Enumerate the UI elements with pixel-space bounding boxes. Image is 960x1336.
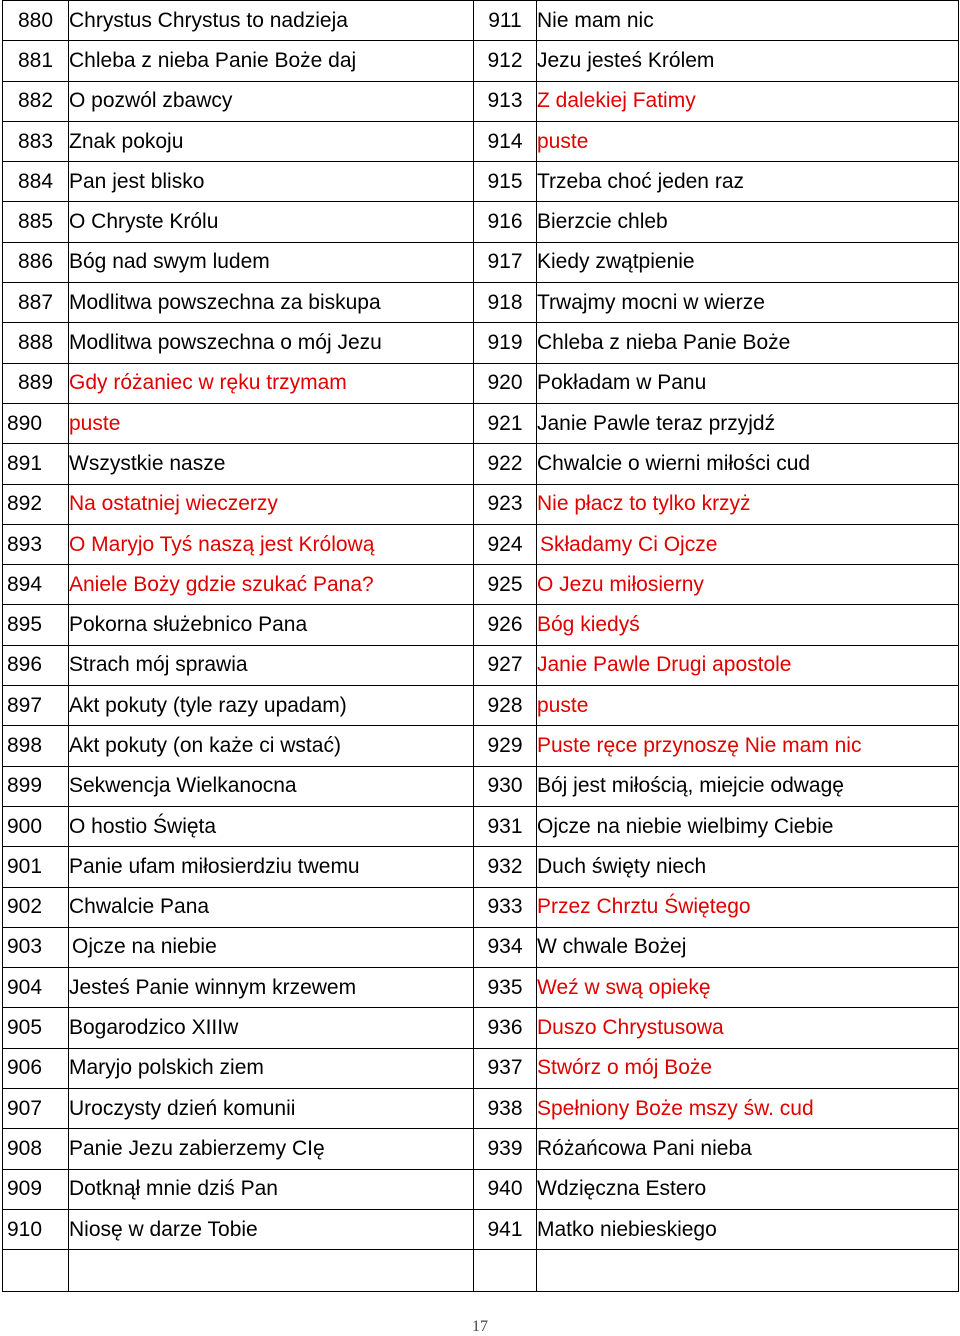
table-row [3,968,959,1008]
song-number-right: 937 [474,1048,537,1088]
song-title-right: puste [537,686,959,726]
song-number-left: 892 [3,484,69,524]
song-title-right: Duch święty niech [537,847,959,887]
song-title-right: Stwórz o mój Boże [537,1048,959,1088]
song-title-right: Ojcze na niebie wielbimy Ciebie [537,806,959,846]
song-number-right: 935 [474,968,537,1008]
song-title-right: Przez Chrztu Świętego [537,887,959,927]
song-title-left: Niosę w darze Tobie [69,1209,474,1249]
table-row [3,202,959,242]
table-row [3,1089,959,1129]
song-title-left: O Maryjo Tyś naszą jest Królową [69,524,474,564]
song-number-left: 881 [3,41,69,81]
song-number-right: 917 [474,242,537,282]
song-number-right: 922 [474,444,537,484]
song-number-right: 915 [474,162,537,202]
song-number-right: 919 [474,323,537,363]
song-title-left: puste [69,403,474,443]
song-number-left: 882 [3,81,69,121]
table-row [3,1169,959,1209]
table-row [3,887,959,927]
song-title-right: Składamy Ci Ojcze [537,524,959,564]
song-number-left: 910 [3,1209,69,1249]
page-number: 17 [472,1318,488,1335]
song-title-left: Gdy różaniec w ręku trzymam [69,363,474,403]
empty-cell [537,1250,959,1292]
table-row [3,565,959,605]
song-title-right: Bierzcie chleb [537,202,959,242]
song-title-left: Chwalcie Pana [69,887,474,927]
song-number-right: 920 [474,363,537,403]
song-number-left: 904 [3,968,69,1008]
song-number-right: 941 [474,1209,537,1249]
song-number-left: 891 [3,444,69,484]
song-number-left: 886 [3,242,69,282]
song-number-right: 938 [474,1089,537,1129]
song-number-right: 913 [474,81,537,121]
song-number-left: 893 [3,524,69,564]
song-title-right: Weź w swą opiekę [537,968,959,1008]
table-row [3,1048,959,1088]
empty-cell [3,1250,69,1292]
song-number-left: 905 [3,1008,69,1048]
song-number-right: 940 [474,1169,537,1209]
table-row [3,242,959,282]
empty-cell [474,1250,537,1292]
table-row [3,686,959,726]
song-number-left: 885 [3,202,69,242]
song-title-right: Trzeba choć jeden raz [537,162,959,202]
table-row [3,1008,959,1048]
song-title-right: Kiedy zwątpienie [537,242,959,282]
song-number-right: 928 [474,686,537,726]
song-number-right: 930 [474,766,537,806]
song-number-left: 900 [3,806,69,846]
song-title-right: Z dalekiej Fatimy [537,81,959,121]
song-title-right: Wdzięczna Estero [537,1169,959,1209]
song-number-left: 896 [3,645,69,685]
song-title-right: W chwale Bożej [537,927,959,967]
table-row [3,121,959,161]
table-row [3,484,959,524]
song-number-right: 931 [474,806,537,846]
song-number-left: 899 [3,766,69,806]
song-number-right: 918 [474,283,537,323]
song-title-right: puste [537,121,959,161]
song-number-left: 894 [3,565,69,605]
song-number-left: 897 [3,686,69,726]
song-title-right: Janie Pawle teraz przyjdź [537,403,959,443]
song-title-left: Modlitwa powszechna za biskupa [69,283,474,323]
song-title-left: Maryjo polskich ziem [69,1048,474,1088]
song-title-left: Bogarodzico XIIIw [69,1008,474,1048]
song-number-left: 906 [3,1048,69,1088]
song-title-left: Pokorna służebnico Pana [69,605,474,645]
song-title-left: Chrystus Chrystus to nadzieja [69,1,474,41]
song-title-left: Bóg nad swym ludem [69,242,474,282]
song-number-left: 888 [3,323,69,363]
empty-cell [69,1250,474,1292]
song-number-right: 933 [474,887,537,927]
song-title-left: Aniele Boży gdzie szukać Pana? [69,565,474,605]
song-number-left: 898 [3,726,69,766]
song-number-left: 890 [3,403,69,443]
song-title-left: Pan jest blisko [69,162,474,202]
song-number-right: 934 [474,927,537,967]
song-number-right: 912 [474,41,537,81]
song-title-left: O pozwól zbawcy [69,81,474,121]
table-row [3,81,959,121]
song-number-left: 908 [3,1129,69,1169]
table-row [3,363,959,403]
song-title-right: Jezu jesteś Królem [537,41,959,81]
song-number-right: 923 [474,484,537,524]
song-title-left: Akt pokuty (tyle razy upadam) [69,686,474,726]
song-title-right: Spełniony Boże mszy św. cud [537,1089,959,1129]
song-number-left: 880 [3,1,69,41]
song-title-left: Jesteś Panie winnym krzewem [69,968,474,1008]
song-title-left: O hostio Święta [69,806,474,846]
table-row [3,283,959,323]
table-row [3,1,959,41]
table-row [3,1129,959,1169]
table-row [3,1209,959,1249]
song-title-left: Dotknął mnie dziś Pan [69,1169,474,1209]
table-row [3,645,959,685]
song-number-left: 889 [3,363,69,403]
song-title-right: Nie płacz to tylko krzyż [537,484,959,524]
song-title-right: Janie Pawle Drugi apostole [537,645,959,685]
song-title-left: O Chryste Królu [69,202,474,242]
song-number-right: 924 [474,524,537,564]
song-number-right: 911 [474,1,537,41]
song-number-right: 916 [474,202,537,242]
song-number-right: 939 [474,1129,537,1169]
empty-row [3,1250,959,1292]
song-title-right: Bój jest miłością, miejcie odwagę [537,766,959,806]
song-title-left: Wszystkie nasze [69,444,474,484]
song-title-left: Modlitwa powszechna o mój Jezu [69,323,474,363]
song-number-left: 907 [3,1089,69,1129]
song-title-left: Uroczysty dzień komunii [69,1089,474,1129]
song-title-right: Nie mam nic [537,1,959,41]
table-row [3,41,959,81]
song-title-left: Na ostatniej wieczerzy [69,484,474,524]
song-number-right: 914 [474,121,537,161]
song-title-left: Chleba z nieba Panie Boże daj [69,41,474,81]
song-number-right: 929 [474,726,537,766]
song-title-right: Puste ręce przynoszę Nie mam nic [537,726,959,766]
song-number-left: 901 [3,847,69,887]
song-title-right: Chwalcie o wierni miłości cud [537,444,959,484]
song-title-right: Duszo Chrystusowa [537,1008,959,1048]
song-title-left: Panie ufam miłosierdziu twemu [69,847,474,887]
song-title-left: Panie Jezu zabierzemy CIę [69,1129,474,1169]
table-row [3,524,959,564]
song-title-right: Różańcowa Pani nieba [537,1129,959,1169]
table-row [3,403,959,443]
song-number-left: 903 [3,927,69,967]
song-title-right: Bóg kiedyś [537,605,959,645]
song-index-table [2,0,959,1292]
table-row [3,847,959,887]
table-row [3,323,959,363]
song-title-right: O Jezu miłosierny [537,565,959,605]
song-title-left: Akt pokuty (on każe ci wstać) [69,726,474,766]
song-title-right: Chleba z nieba Panie Boże [537,323,959,363]
song-title-left: Sekwencja Wielkanocna [69,766,474,806]
song-title-left: Strach mój sprawia [69,645,474,685]
table-row [3,726,959,766]
song-title-left: Znak pokoju [69,121,474,161]
song-number-right: 927 [474,645,537,685]
table-row [3,806,959,846]
song-number-left: 884 [3,162,69,202]
song-number-left: 909 [3,1169,69,1209]
table-row [3,444,959,484]
song-number-right: 926 [474,605,537,645]
song-number-right: 925 [474,565,537,605]
song-number-left: 902 [3,887,69,927]
song-number-right: 936 [474,1008,537,1048]
table-row [3,766,959,806]
song-number-left: 895 [3,605,69,645]
song-number-left: 887 [3,283,69,323]
table-row [3,605,959,645]
table-row [3,927,959,967]
song-title-right: Trwajmy mocni w wierze [537,283,959,323]
song-number-left: 883 [3,121,69,161]
song-title-right: Pokładam w Panu [537,363,959,403]
table-row [3,162,959,202]
song-title-left: Ojcze na niebie [69,927,474,967]
song-number-right: 921 [474,403,537,443]
song-title-right: Matko niebieskiego [537,1209,959,1249]
song-number-right: 932 [474,847,537,887]
